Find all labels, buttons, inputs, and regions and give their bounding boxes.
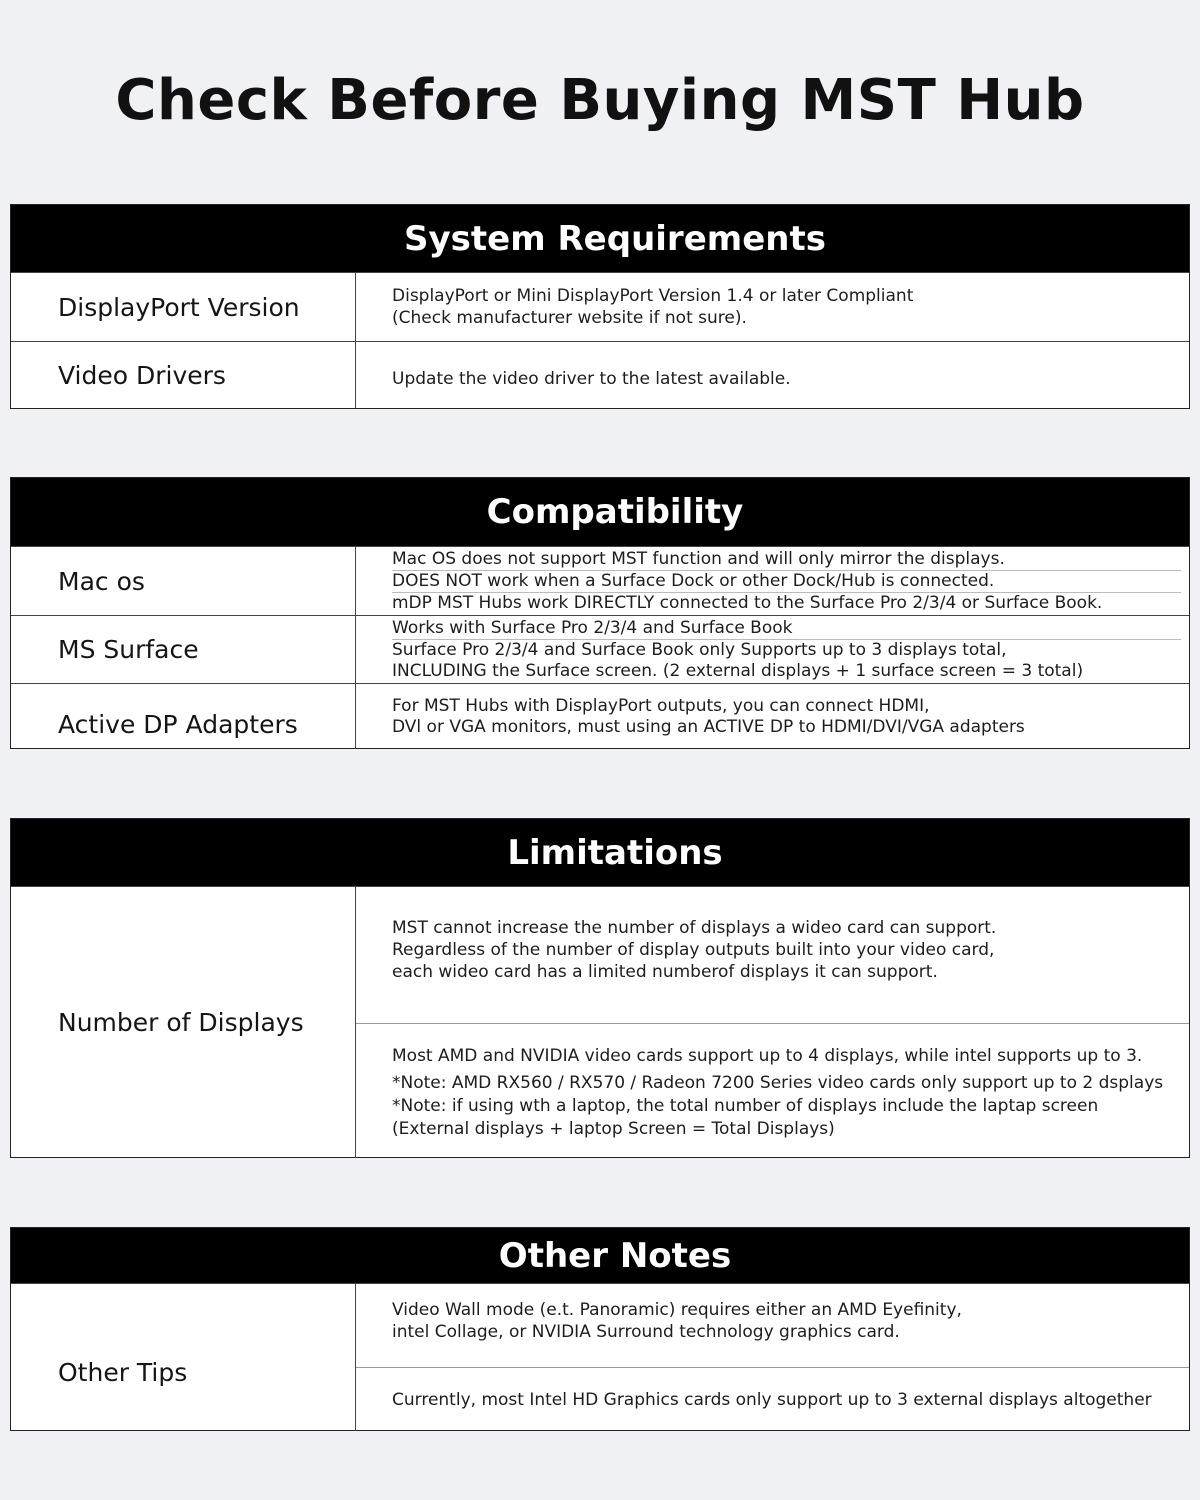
row-content — [356, 273, 1189, 341]
section-compatibility — [10, 477, 1190, 749]
row-label: DisplayPort Version — [11, 273, 356, 341]
section-header: Limitations — [11, 819, 1189, 886]
content-line: DOES NOT work when a Surface Dock or other Dock/Hub is connected. — [392, 570, 1181, 592]
row-label: Video Drivers — [11, 342, 356, 408]
table-row — [11, 683, 1189, 749]
section-header: Compatibility — [11, 478, 1189, 546]
table-row — [11, 546, 1189, 615]
section-header: Other Notes — [11, 1228, 1189, 1283]
table-row — [11, 272, 1189, 341]
row-content-block — [356, 1367, 1189, 1431]
section-system-requirements — [10, 204, 1190, 409]
section-other-notes — [10, 1227, 1190, 1431]
content-line: Surface Pro 2/3/4 and Surface Book only Supports up to 3 displays total, — [392, 639, 1181, 661]
content-line: Video Wall mode (e.t. Panoramic) requires either an AMD Eyefinity, — [392, 1299, 962, 1320]
table-row — [11, 341, 1189, 408]
content-line: DVl or VGA monitors, must using an ACTIVE DP to HDMI/DVI/VGA adapters — [392, 716, 1025, 737]
content-line: Works with Surface Pro 2/3/4 and Surface Book — [392, 617, 793, 638]
table-row — [11, 886, 1189, 1158]
content-line: mDP MST Hubs work DIRECTLY connected to the Surface Pro 2/3/4 or Surface Book. — [392, 592, 1181, 614]
section-limitations — [10, 818, 1190, 1158]
row-content — [356, 684, 1189, 749]
page-title: Check Before Buying MST Hub — [115, 68, 1085, 133]
content-line: Update the video driver to the latest available. — [392, 369, 791, 389]
table-row — [11, 1283, 1189, 1431]
content-line: INCLUDING the Surface screen. (2 external displays + 1 surface screen = 3 total) — [392, 660, 1084, 681]
table-row — [11, 615, 1189, 683]
row-label: MS Surface — [11, 616, 356, 683]
content-line: *Note: AMD RX560 / RX570 / Radeon 7200 Series video cards only support up to 2 dsplays — [392, 1073, 1164, 1093]
content-line: Most AMD and NVIDIA video cards support up to 4 displays, while intel supports up to 3. — [392, 1046, 1143, 1066]
row-content — [356, 616, 1189, 683]
content-line: Mac OS does not support MST function and will only mirror the displays. — [392, 548, 1005, 569]
content-line: Currently, most Intel HD Graphics cards only support up to 3 external displays altogether — [392, 1389, 1152, 1410]
row-label: Other Tips — [11, 1284, 356, 1431]
row-content — [356, 547, 1189, 615]
content-line: DisplayPort or Mini DisplayPort Version 1.4 or later Compliant — [392, 286, 914, 306]
content-line: each wideo card has a limited numberof displays it can support. — [392, 962, 938, 982]
section-header: System Requirements — [11, 205, 1189, 272]
content-line: MST cannot increase the number of displays a wideo card can support. — [392, 918, 997, 938]
content-line: (Check manufacturer website if not sure). — [392, 308, 747, 328]
row-label: Number of Displays — [11, 887, 356, 1158]
content-line: Regardless of the number of display outputs built into your video card, — [392, 940, 995, 960]
content-line: (External displays + laptop Screen = Total Displays) — [392, 1119, 835, 1139]
content-line: For MST Hubs with DisplayPort outputs, you can connect HDMI, — [392, 695, 930, 716]
row-content-block — [356, 1023, 1189, 1158]
content-line: *Note: if using wth a laptop, the total number of displays include the laptap screen — [392, 1096, 1099, 1116]
row-content — [356, 342, 1189, 408]
row-label: Active DP Adapters — [11, 684, 356, 749]
row-label: Mac os — [11, 547, 356, 615]
row-content-block — [356, 1284, 1189, 1367]
content-line: intel Collage, or NVIDIA Surround technology graphics card. — [392, 1321, 900, 1342]
row-content-block — [356, 887, 1189, 1023]
